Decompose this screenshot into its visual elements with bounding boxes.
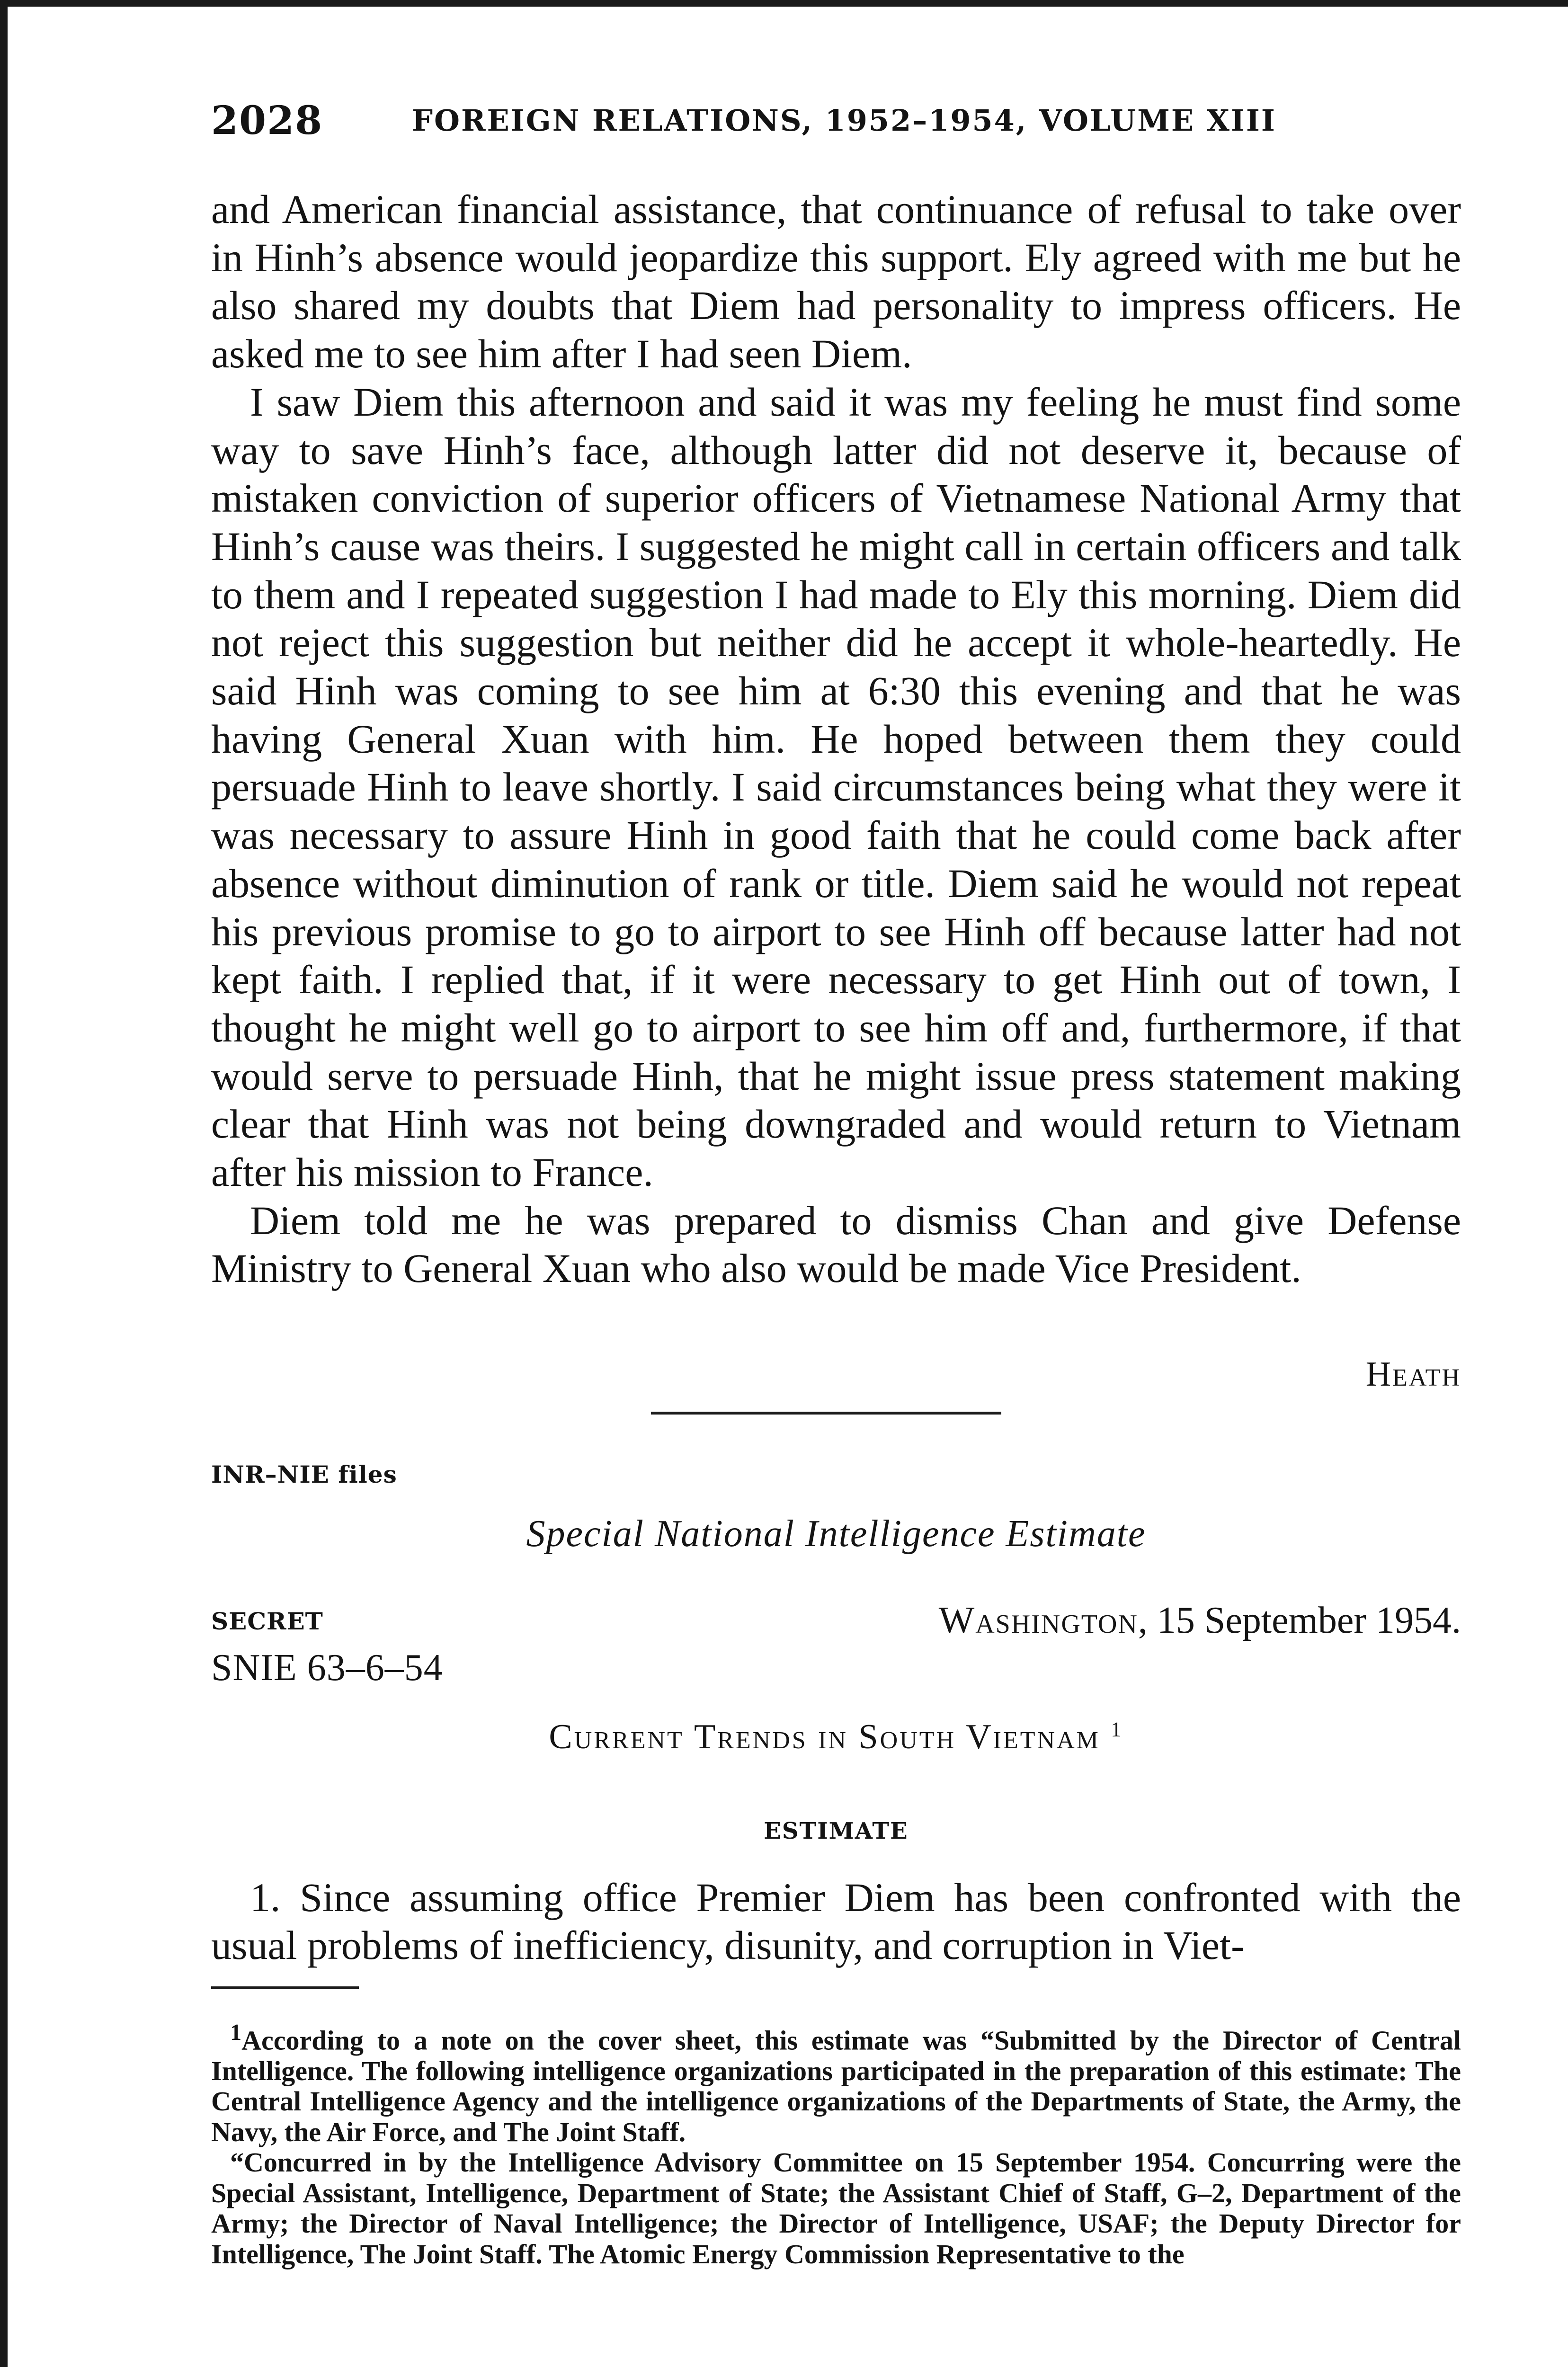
footnote-1 <box>211 2018 1461 2147</box>
dateline <box>939 1599 1461 1642</box>
footnote-marker: 1 <box>230 2020 242 2045</box>
body-paragraph-continued: and American financial assistance, that continuance of refusal to take over in Hinh’s absence would jeopardize this support. Ely agreed with me but he also shared my doubts that Diem had personality to impress officers. He asked me to see him after I had seen Diem. <box>211 187 1461 377</box>
footnote-1-continued: “Concurred in by the Intelligence Advisory Committee on 15 September 1954. Concurring were the Special Assistant, Intelligence, Department of State; the Assistant Chief of Staff, G–2, Department of the Army; the Director of Naval Intelligence; the Director of Intelligence, USAF; the Deputy Director for Intelligence, The Joint Staff. The Atomic Energy Commission Representative to the <box>211 2147 1461 2269</box>
document-title: Special National Intelligence Estimate <box>526 1513 1146 1555</box>
signature-heath: Heath <box>1365 1355 1461 1394</box>
scan-border-left <box>0 0 8 2367</box>
section-title <box>211 1717 1461 1757</box>
dateline-place: Washington <box>938 1600 1138 1641</box>
estimate-body <box>211 1874 1461 1969</box>
document-number: SNIE 63–6–54 <box>211 1647 443 1689</box>
footnote-divider <box>211 1986 359 1989</box>
page-header <box>211 95 1461 147</box>
telegram-body <box>211 186 1461 1293</box>
dateline-date: , 15 September 1954. <box>1138 1600 1461 1641</box>
estimate-paragraph-1: 1. Since assuming office Premier Diem has been confronted with the usual problems of inefficiency, disunity, and corruption in Viet- <box>211 1875 1461 1968</box>
source-note: INR–NIE files <box>211 1460 397 1488</box>
footnote-reference: 1 <box>1111 1717 1123 1741</box>
footnote-1-text: According to a note on the cover sheet, this estimate was “Submitted by the Director of Central Intelligence. The following intelligence organizations participated in the preparation of this estimate: The Central Intelligence Agency and the intelligence organizations of the Departments of State, the Army, the Navy, the Air Force, and The Joint Staff. <box>211 2025 1461 2147</box>
footnotes <box>211 2018 1461 2269</box>
estimate-subhead: ESTIMATE <box>764 1818 909 1844</box>
section-divider <box>651 1412 1001 1415</box>
scan-border-top <box>0 0 1568 7</box>
page-number: 2028 <box>211 98 323 143</box>
body-paragraph: I saw Diem this afternoon and said it was my feeling he must find some way to save Hinh’s face, although latter did not deserve it, because of mistaken conviction of superior officers of Vietnamese National Army that Hinh’s cause was theirs. I suggested he might call in certain officers and talk to them and I repeated suggestion I had made to Ely this morning. Diem did not reject this suggestion but neither did he accept it whole-heartedly. He said Hinh was coming to see him at 6:30 this evening and that he was having General Xuan with him. He hoped between them they could persuade Hinh to leave shortly. I said circumstances being what they were it was necessary to assure Hinh in good faith that he could come back after absence without diminution of rank or title. Diem said he would not repeat his previous promise to go to airport to see Hinh off because latter had not kept faith. I replied that, if it were necessary to get Hinh out of town, I thought he might well go to airport to see him off and, furthermore, if that would serve to persuade Hinh, that he might issue press statement making clear that Hinh was not being downgraded and would return to Vietnam after his mission to France. <box>211 379 1461 1195</box>
body-paragraph: Diem told me he was prepared to dismiss Chan and give Defense Ministry to General Xuan who also would be made Vice President. <box>211 1197 1461 1291</box>
classification-label: SECRET <box>211 1607 323 1635</box>
section-title-text: Current Trends in South Vietnam <box>549 1717 1100 1756</box>
running-head: FOREIGN RELATIONS, 1952–1954, VOLUME XIII <box>412 103 1276 138</box>
